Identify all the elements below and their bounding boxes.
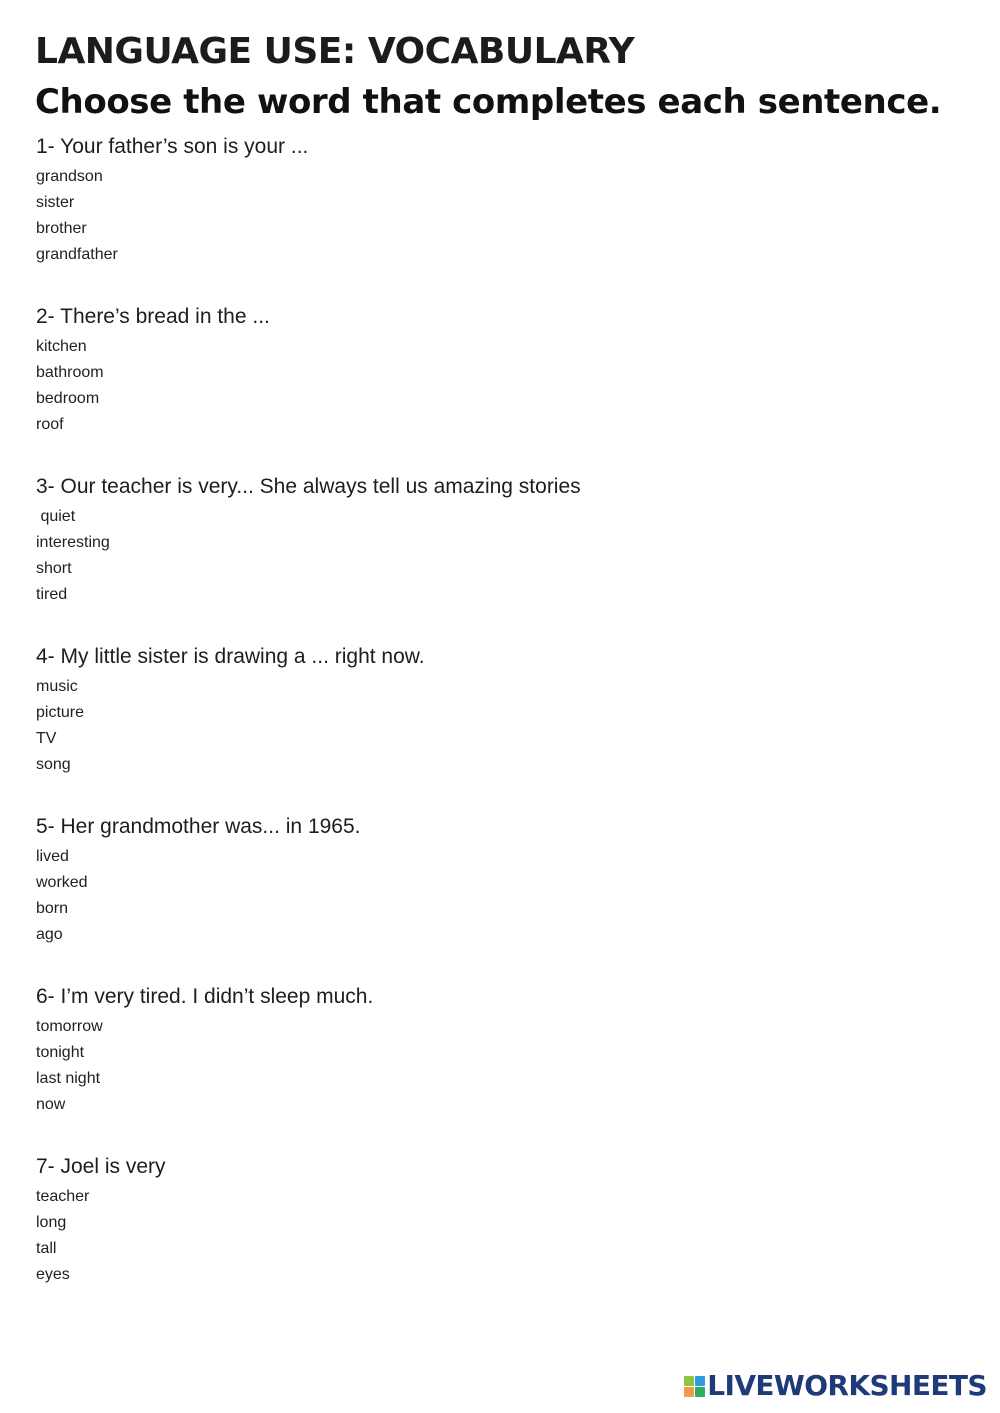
- answer-option[interactable]: interesting: [36, 534, 110, 551]
- brand-name: LIVEWORKSHEETS: [707, 1369, 987, 1402]
- question-7: [36, 1152, 936, 1322]
- answer-option[interactable]: sister: [36, 194, 75, 211]
- answer-option[interactable]: last night: [36, 1070, 101, 1087]
- answer-option[interactable]: bedroom: [36, 390, 100, 407]
- answer-option[interactable]: brother: [36, 220, 87, 237]
- question-text: 6- I’m very tired. I didn’t sleep much.: [36, 985, 374, 1008]
- question-3: [36, 472, 936, 642]
- answer-options: [36, 1184, 936, 1288]
- question-2: [36, 302, 936, 472]
- answer-option[interactable]: song: [36, 756, 71, 773]
- answer-option[interactable]: eyes: [36, 1266, 70, 1283]
- answer-option[interactable]: roof: [36, 416, 64, 433]
- question-text: 1- Your father’s son is your ...: [36, 135, 309, 158]
- answer-option[interactable]: bathroom: [36, 364, 104, 381]
- answer-option[interactable]: grandson: [36, 168, 103, 185]
- answer-option[interactable]: kitchen: [36, 338, 87, 355]
- answer-option[interactable]: tall: [36, 1240, 57, 1257]
- question-5: [36, 812, 936, 982]
- answer-options: [36, 674, 936, 778]
- logo-square: [684, 1376, 694, 1386]
- answer-option[interactable]: teacher: [36, 1188, 90, 1205]
- question-text: 3- Our teacher is very... She always tell us amazing stories: [36, 475, 581, 498]
- question-text: 4- My little sister is drawing a ... right now.: [36, 645, 425, 668]
- answer-options: [36, 164, 936, 268]
- answer-option[interactable]: TV: [36, 730, 57, 747]
- answer-options: [36, 844, 936, 948]
- answer-option[interactable]: now: [36, 1096, 66, 1113]
- logo-square: [695, 1387, 705, 1397]
- liveworksheets-brand: [684, 1371, 987, 1401]
- answer-option[interactable]: lived: [36, 848, 69, 865]
- logo-square: [695, 1376, 705, 1386]
- question-1: [36, 132, 936, 302]
- answer-option[interactable]: worked: [36, 874, 88, 891]
- answer-options: [36, 1014, 936, 1118]
- question-6: [36, 982, 936, 1152]
- answer-option[interactable]: ago: [36, 926, 63, 943]
- question-text: 5- Her grandmother was... in 1965.: [36, 815, 361, 838]
- liveworksheets-logo-icon: [684, 1376, 705, 1397]
- answer-option[interactable]: grandfather: [36, 246, 118, 263]
- page-title: LANGUAGE USE: VOCABULARY: [35, 31, 635, 72]
- answer-option[interactable]: long: [36, 1214, 67, 1231]
- answer-options: [36, 334, 936, 438]
- question-text: 2- There’s bread in the ...: [36, 305, 270, 328]
- answer-option[interactable]: quiet: [36, 508, 76, 525]
- answer-option[interactable]: tonight: [36, 1044, 85, 1061]
- answer-option[interactable]: tired: [36, 586, 68, 603]
- question-list: [36, 132, 936, 1322]
- answer-option[interactable]: picture: [36, 704, 85, 721]
- answer-option[interactable]: born: [36, 900, 69, 917]
- page-subtitle: Choose the word that completes each sentence.: [35, 82, 942, 122]
- question-text: 7- Joel is very: [36, 1155, 166, 1178]
- logo-square: [684, 1387, 694, 1397]
- answer-options: [36, 504, 936, 608]
- answer-option[interactable]: short: [36, 560, 72, 577]
- question-4: [36, 642, 936, 812]
- answer-option[interactable]: tomorrow: [36, 1018, 103, 1035]
- answer-option[interactable]: music: [36, 678, 78, 695]
